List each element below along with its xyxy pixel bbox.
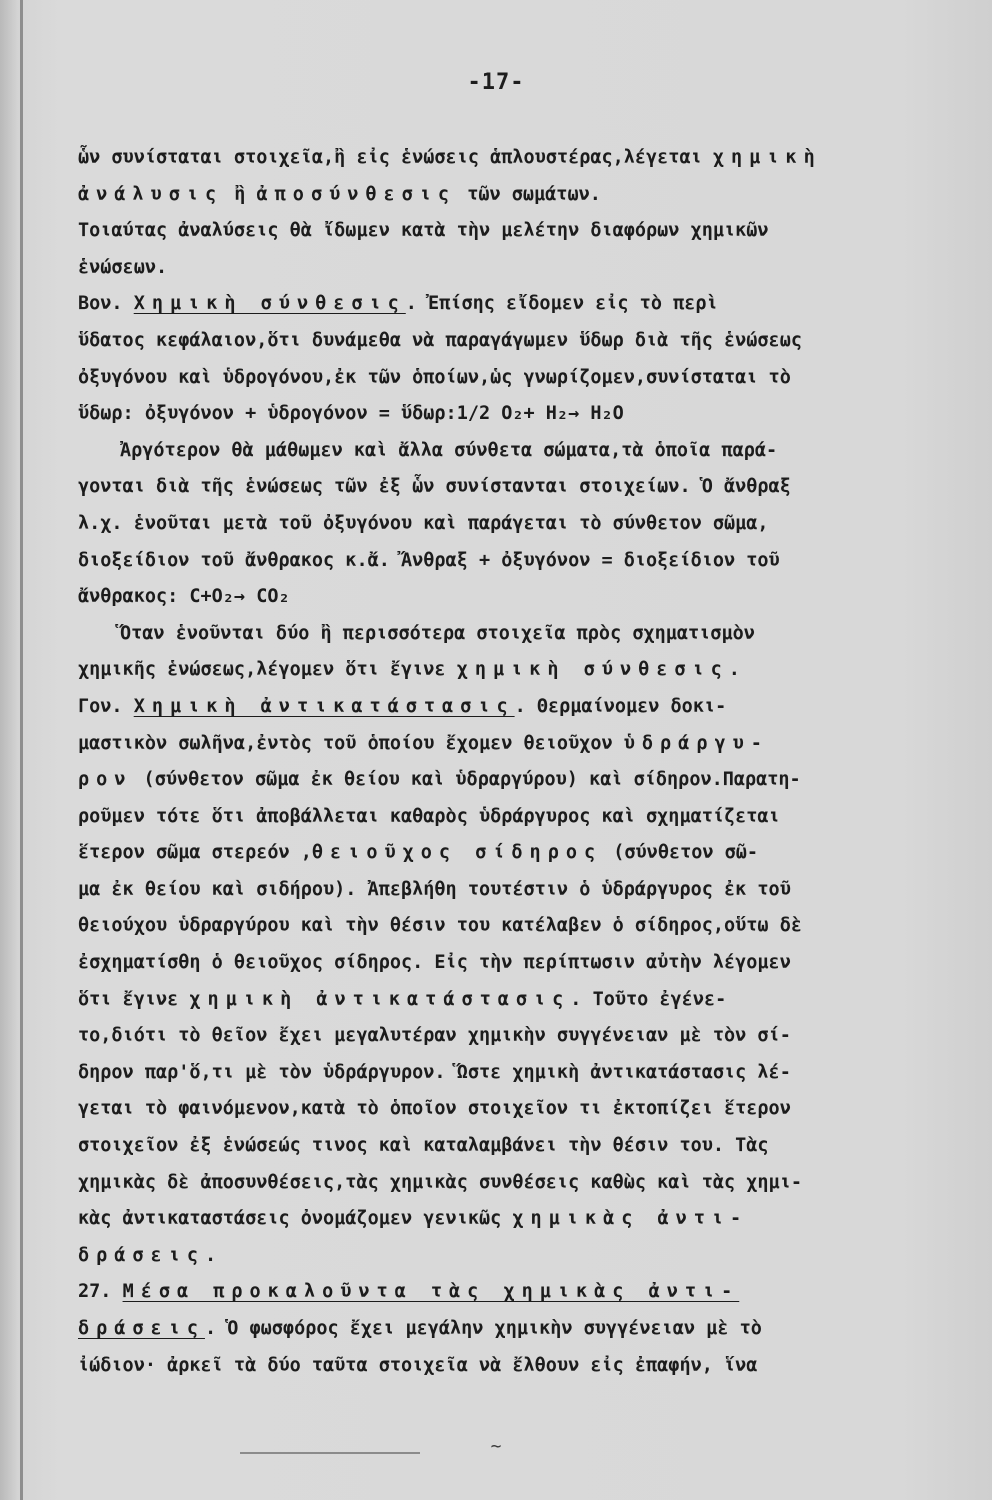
body-text	[78, 140, 958, 1384]
binding-edge	[20, 0, 23, 1500]
text-line	[78, 1091, 958, 1128]
text-line	[78, 1238, 958, 1275]
text-run: ἐσχηματίσθη ὁ θειοῦχος σίδηρος. Εἰς τὴν περίπτωσιν αὐτὴν λέγομεν	[78, 952, 791, 974]
text-line	[78, 469, 958, 506]
text-run: . Ἐπίσης εἴδομεν εἰς τὸ περὶ	[405, 293, 718, 315]
text-run: ἄνθρακος: C+O₂→ CO₂	[78, 586, 290, 608]
text-line	[78, 506, 958, 543]
text-line	[78, 213, 958, 250]
text-run: 27.	[78, 1281, 123, 1303]
emphasized-term: Μέσα προκαλοῦντα τὰς χημικὰς ἀντι-	[122, 1281, 740, 1303]
text-line	[78, 872, 958, 909]
text-line	[78, 360, 958, 397]
emphasized-term: θειοῦχος σίδηρος	[311, 842, 603, 864]
text-line	[78, 1165, 958, 1202]
text-run: τῶν σωμάτων.	[456, 183, 601, 205]
text-run: διοξείδιον τοῦ ἄνθρακος κ.ἄ. Ἄνθραξ + ὀξυγόνον = διοξείδιον τοῦ	[78, 549, 780, 571]
text-run: (σύνθετον σῶμα ἐκ θείου καὶ ὑδραργύρου) καὶ σίδηρον.Παρατη-	[132, 769, 801, 791]
text-line	[78, 286, 958, 323]
text-run: γεται τὸ φαινόμενον,κατὰ τὸ ὁποῖον στοιχεῖον τι ἐκτοπίζει ἕτερον	[78, 1098, 791, 1120]
text-line	[78, 945, 958, 982]
text-run: στοιχεῖον ἐξ ἑνώσεώς τινος καὶ καταλαμβάνει τὴν θέσιν του. Τὰς	[78, 1135, 769, 1157]
emphasized-term: Χημικὴ σύνθεσις	[133, 293, 406, 315]
text-run: γονται διὰ τῆς ἑνώσεως τῶν ἐξ ὧν συνίστανται στοιχείων. Ὁ ἄνθραξ	[78, 476, 791, 498]
text-run: το,διότι τὸ θεῖον ἔχει μεγαλυτέραν χημικὴν συγγένειαν μὲ τὸν σί-	[78, 1025, 791, 1047]
text-run: . Θερμαίνομεν δοκι-	[514, 695, 727, 717]
emphasized-term: Χημικὴ ἀντικατάστασις	[133, 695, 515, 717]
text-run: Τοιαύτας ἀναλύσεις θὰ ἴδωμεν κατὰ τὴν μελέτην διαφόρων χημικῶν	[78, 220, 769, 242]
emphasized-term: δράσεις	[78, 1244, 205, 1266]
text-run: λ.χ. ἑνοῦται μετὰ τοῦ ὀξυγόνου καὶ παράγεται τὸ σύνθετον σῶμα,	[78, 512, 769, 534]
page-number: -17-	[467, 70, 525, 95]
text-run: ὀξυγόνου καὶ ὑδρογόνου,ἐκ τῶν ὁποίων,ὡς γνωρίζομεν,συνίσταται τὸ	[78, 366, 791, 388]
text-run: δηρον παρ'ὅ,τι μὲ τὸν ὑδράργυρον. Ὥστε χημικὴ ἀντικατάστασις λέ-	[78, 1061, 791, 1083]
text-run: ἕτερον σῶμα στερεόν ,	[78, 842, 312, 864]
text-run: .	[728, 659, 740, 681]
text-run: Βον.	[78, 293, 134, 315]
text-line	[78, 1274, 958, 1311]
text-run: (σύνθετον σῶ-	[602, 842, 759, 864]
text-run: . Τοῦτο ἐγένε-	[570, 988, 727, 1010]
text-line	[78, 579, 958, 616]
text-run: ὕδατος κεφάλαιον,ὅτι δυνάμεθα νὰ παραγάγωμεν ὕδωρ διὰ τῆς ἑνώσεως	[78, 329, 802, 351]
text-line	[78, 1055, 958, 1092]
text-line	[78, 652, 958, 689]
text-run: ἑνώσεων.	[78, 256, 168, 278]
text-line	[78, 140, 958, 177]
text-run: Ἀργότερον θὰ μάθωμεν καὶ ἄλλα σύνθετα σώματα,τὰ ὁποῖα παρά-	[120, 439, 778, 461]
text-line	[78, 616, 958, 653]
emphasized-term: χημικὴ	[712, 147, 822, 168]
text-run: Ὅταν ἑνοῦνται δύο ἢ περισσότερα στοιχεῖα πρὸς σχηματισμὸν	[120, 622, 755, 644]
text-run: χημικὰς δὲ ἀποσυνθέσεις,τὰς χημικὰς συνθέσεις καθὼς καὶ τὰς χημι-	[78, 1171, 802, 1193]
text-line	[78, 1018, 958, 1055]
text-line	[78, 689, 958, 726]
text-line	[78, 1201, 958, 1238]
text-run: ἰώδιον· ἀρκεῖ τὰ δύο ταῦτα στοιχεῖα νὰ ἔλθουν εἰς ἐπαφήν, ἵνα	[78, 1354, 758, 1376]
text-line	[78, 433, 958, 470]
text-line	[78, 250, 958, 287]
emphasized-term: χημικὰς ἀντι-	[512, 1208, 749, 1230]
emphasized-term: ἀνάλυσις	[78, 183, 224, 205]
text-line	[78, 177, 958, 214]
footer-mark: ~	[490, 1436, 502, 1457]
emphasized-term: χημικὴ σύνθεσις	[456, 659, 729, 681]
text-run: ὕδωρ: ὀξυγόνον + ὑδρογόνον = ὕδωρ:1/2 O₂+ H₂→ H₂O	[78, 403, 624, 425]
text-line	[78, 982, 958, 1019]
text-line	[78, 762, 958, 799]
text-run: Γον.	[78, 695, 134, 717]
text-line	[78, 543, 958, 580]
emphasized-term: χημικὴ ἀντικατάστασις	[189, 988, 571, 1010]
text-run: .	[204, 1244, 217, 1266]
emphasized-term: δράσεις	[78, 1318, 205, 1339]
text-line	[78, 799, 958, 836]
text-run: ὅτι ἔγινε	[78, 988, 190, 1010]
text-run: θειούχου ὑδραργύρου καὶ τὴν θέσιν του κατέλαβεν ὁ σίδηρος,οὕτω δὲ	[78, 915, 802, 937]
text-line	[78, 726, 958, 763]
text-run: μαστικὸν σωλῆνα,ἐντὸς τοῦ ὁποίου ἔχομεν θειοῦχον	[78, 732, 624, 754]
text-line	[78, 1348, 958, 1385]
text-run: μα ἐκ θείου καὶ σιδήρου). Ἀπεβλήθη τουτέστιν ὁ ὑδράργυρος ἐκ τοῦ	[78, 878, 791, 900]
emphasized-term: ρον	[78, 769, 133, 791]
text-line	[78, 1311, 958, 1348]
text-run: ὧν συνίσταται στοιχεῖα,ἢ εἰς ἑνώσεις ἁπλουστέρας,λέγεται	[78, 147, 713, 168]
text-line	[78, 908, 958, 945]
emphasized-term: ὑδράργυ-	[623, 732, 769, 754]
text-run: ροῦμεν τότε ὅτι ἀποβάλλεται καθαρὸς ὑδράργυρος καὶ σχηματίζεται	[78, 805, 780, 827]
text-line	[78, 396, 958, 433]
text-line	[78, 1128, 958, 1165]
text-run: χημικῆς ἑνώσεως,λέγομεν ὅτι ἔγινε	[78, 659, 457, 681]
text-run: ἢ	[223, 183, 257, 205]
text-line	[78, 323, 958, 360]
emphasized-term: ἀποσύνθεσις	[256, 183, 457, 205]
text-run: . Ὁ φωσφόρος ἔχει μεγάλην χημικὴν συγγένειαν μὲ τὸ	[204, 1318, 762, 1339]
text-line	[78, 835, 958, 872]
text-run: κὰς ἀντικαταστάσεις ὀνομάζομεν γενικῶς	[78, 1208, 513, 1230]
